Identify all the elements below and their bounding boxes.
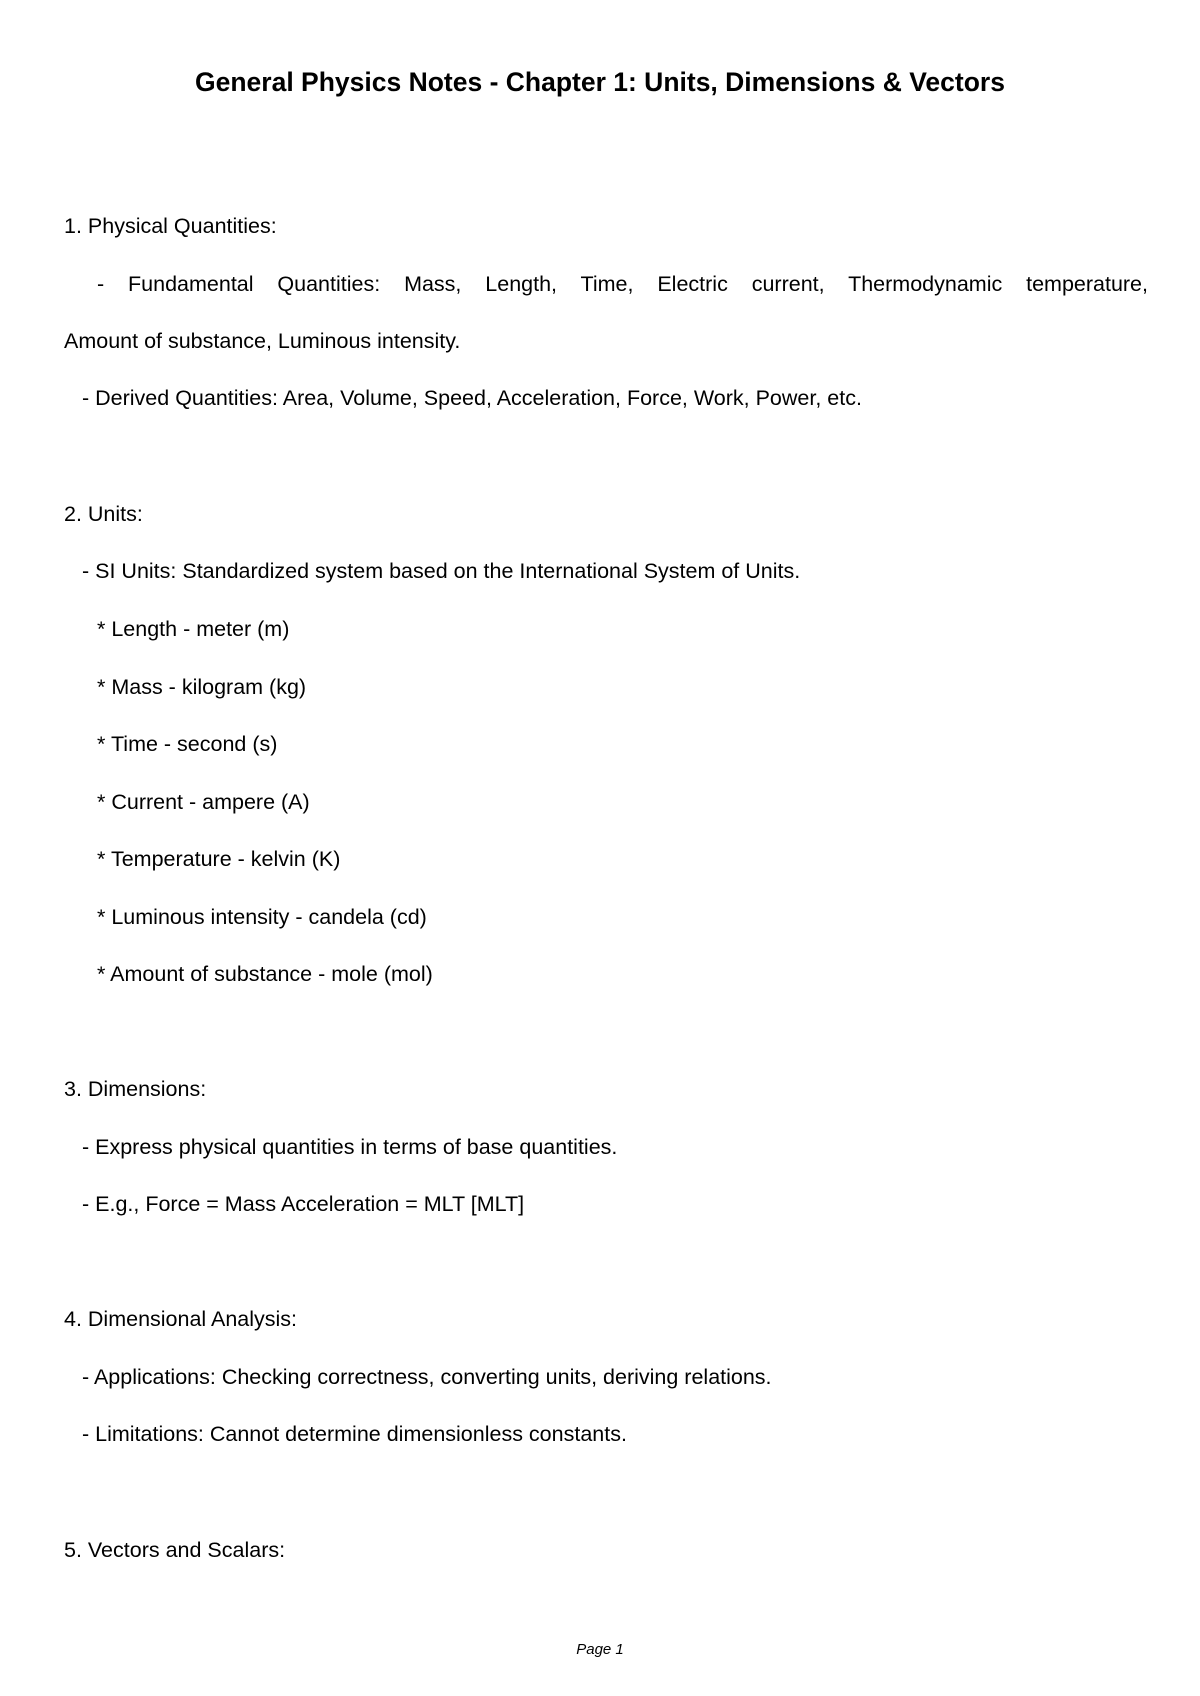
section-heading-vectors-scalars: 5. Vectors and Scalars: <box>64 1538 286 1562</box>
section-heading-units: 2. Units: <box>64 502 143 526</box>
section-heading-dimensional-analysis: 4. Dimensional Analysis: <box>64 1307 298 1331</box>
unit-mass: * Mass - kilogram (kg) <box>97 675 307 699</box>
applications-line: - Applications: Checking correctness, converting units, deriving relations. <box>82 1365 772 1389</box>
si-units-line: - SI Units: Standardized system based on the International System of Units. <box>82 559 801 583</box>
document-title: General Physics Notes - Chapter 1: Units, Dimensions & Vectors <box>195 67 1005 97</box>
unit-time: * Time - second (s) <box>97 732 278 756</box>
unit-luminous-intensity: * Luminous intensity - candela (cd) <box>97 905 427 929</box>
fundamental-quantities-continuation: Amount of substance, Luminous intensity. <box>64 329 461 353</box>
fundamental-quantities-line: - Fundamental Quantities: Mass, Length, Time, Electric current, Thermodynamic temperature, <box>97 272 1148 296</box>
derived-quantities-line: - Derived Quantities: Area, Volume, Speed, Acceleration, Force, Work, Power, etc. <box>82 386 862 410</box>
limitations-line: - Limitations: Cannot determine dimensionless constants. <box>82 1422 627 1446</box>
dimensions-example-line: - E.g., Force = Mass Acceleration = MLT [MLT] <box>82 1192 525 1216</box>
unit-amount-of-substance: * Amount of substance - mole (mol) <box>97 962 433 986</box>
unit-current: * Current - ampere (A) <box>97 790 310 814</box>
unit-length: * Length - meter (m) <box>97 617 290 641</box>
section-heading-dimensions: 3. Dimensions: <box>64 1077 207 1101</box>
page-number: Page 1 <box>576 1641 624 1658</box>
dimensions-definition-line: - Express physical quantities in terms of base quantities. <box>82 1135 618 1159</box>
unit-temperature: * Temperature - kelvin (K) <box>97 847 341 871</box>
section-heading-physical-quantities: 1. Physical Quantities: <box>64 214 277 238</box>
